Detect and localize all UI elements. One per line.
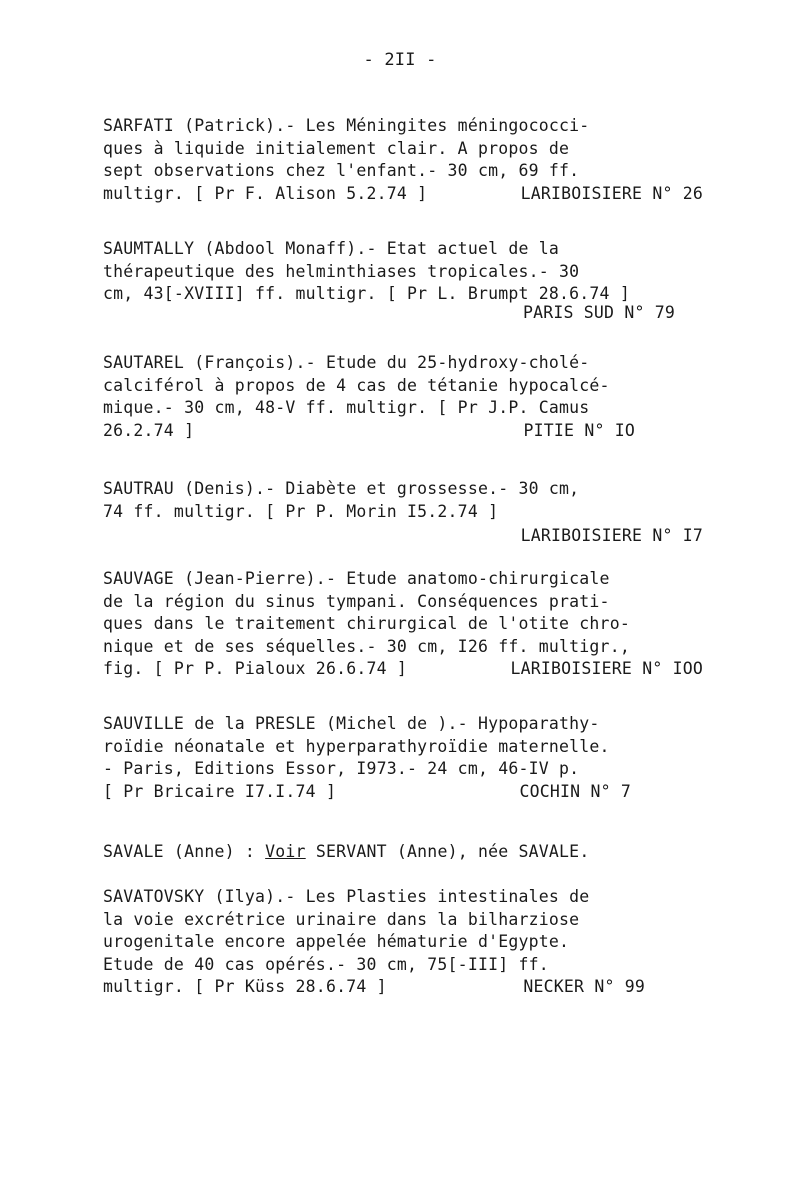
cross-reference-text: SAVALE (Anne) : [103,842,266,861]
entry-line: SAUTAREL (François).- Etude du 25-hydroxy-cholé- [103,353,590,372]
entry-location: PARIS SUD N° 79 [522,302,675,322]
entry-line: ques dans le traitement chirurgical de l'otite chro- [103,614,630,633]
voir-link[interactable]: Voir [265,842,306,861]
entry-line: calciférol à propos de 4 cas de tétanie hypocalcé- [103,375,610,395]
entry-line-last [103,420,703,443]
entry-location-line [103,302,703,325]
entry-line: mique.- 30 cm, 48-V ff. multigr. [ Pr J.P. Camus [103,398,590,417]
page-number: - 2II - [363,50,437,70]
entry-line: SAUTRAU (Denis).- Diabète et grossesse.- 30 cm, [103,479,580,498]
entry-line: roïdie néonatale et hyperparathyroïdie maternelle. [103,736,610,756]
cross-reference-target: SERVANT (Anne), née SAVALE. [305,842,590,861]
bibliography-entry-sauville [103,713,703,803]
entry-line-last [103,183,703,206]
entry-line: SAVATOVSKY (Ilya).- Les Plasties intestinales de [103,887,590,906]
entry-location: COCHIN N° 7 [519,781,631,801]
bibliography-entry-sautarel [103,352,703,442]
cross-reference-entry-savale [103,841,703,864]
entry-line: SAUMTALLY (Abdool Monaff).- Etat actuel de la [103,239,560,258]
entry-line: multigr. [ Pr Küss 28.6.74 ] [103,977,387,996]
entry-line: thérapeutique des helminthiases tropicales.- 30 [103,261,580,281]
entry-line: la voie excrétrice urinaire dans la bilharziose [103,909,580,929]
entry-location: LARIBOISIERE N° 26 [520,183,703,203]
bibliography-entry-sarfati [103,115,703,205]
entry-location: NECKER N° 99 [523,977,645,996]
entry-line: fig. [ Pr P. Pialoux 26.6.74 ] [103,659,408,678]
entry-line: SARFATI (Patrick).- Les Méningites méningococci- [103,116,590,135]
entry-line-last [103,658,703,681]
entry-location: LARIBOISIERE N° I7 [520,526,703,545]
entry-location: LARIBOISIERE N° IOO [510,659,703,678]
entry-line: de la région du sinus tympani. Conséquences prati- [103,591,610,611]
bibliography-entry-saumtally [103,238,703,324]
entry-line: sept observations chez l'enfant.- 30 cm, 69 ff. [103,161,580,180]
bibliography-entry-sauvage [103,568,703,681]
entry-line: SAUVAGE (Jean-Pierre).- Etude anatomo-chirurgicale [103,569,610,588]
entry-line: urogenitale encore appelée hématurie d'Egypte. [103,932,570,951]
bibliography-entry-sautrau [103,478,703,548]
bibliography-entry-savatovsky [103,886,703,999]
entry-line: ques à liquide initialement clair. A propos de [103,138,570,158]
entry-line: cm, 43[-XVIII] ff. multigr. [ Pr L. Brumpt 28.6.74 ] [103,284,630,303]
entry-line: multigr. [ Pr F. Alison 5.2.74 ] [103,183,428,203]
entry-line: 74 ff. multigr. [ Pr P. Morin I5.2.74 ] [103,501,499,521]
entry-line-last [103,781,703,804]
cross-reference-line [103,841,703,864]
entry-line: 26.2.74 ] [103,420,195,440]
entry-line-last [103,976,703,999]
entry-line: - Paris, Editions Essor, I973.- 24 cm, 46-IV p. [103,759,580,778]
entry-line: [ Pr Bricaire I7.I.74 ] [103,781,337,801]
entry-line: Etude de 40 cas opérés.- 30 cm, 75[-III] ff. [103,954,549,974]
entry-line: nique et de ses séquelles.- 30 cm, I26 ff. multigr., [103,636,630,656]
entry-location: PITIE N° IO [523,420,635,440]
entry-location-line [103,525,703,548]
entry-line: SAUVILLE de la PRESLE (Michel de ).- Hypoparathy- [103,714,600,733]
